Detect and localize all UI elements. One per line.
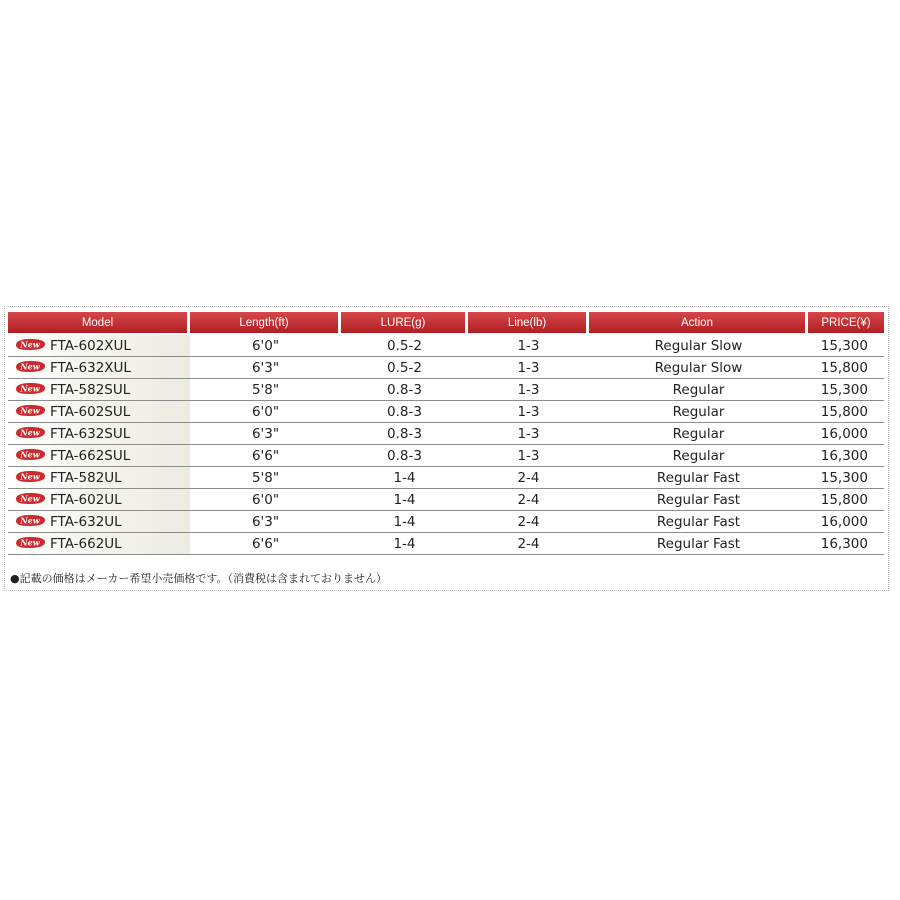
svg-text:New: New <box>20 383 40 394</box>
cell-price: 15,800 <box>808 401 884 423</box>
table-row <box>8 401 884 423</box>
cell-model <box>8 445 190 467</box>
cell-length: 5'8" <box>190 379 341 401</box>
cell-length: 6'0" <box>190 335 341 357</box>
cell-lure: 0.8-3 <box>341 401 468 423</box>
model-name: FTA-602XUL <box>50 337 131 354</box>
header-line: Line(lb) <box>468 312 589 335</box>
cell-line: 1-3 <box>468 423 589 445</box>
cell-model <box>8 357 190 379</box>
model-name: FTA-602UL <box>50 491 122 508</box>
header-price: PRICE(¥) <box>808 312 884 335</box>
cell-action: Regular Slow <box>589 335 808 357</box>
cell-model <box>8 335 190 357</box>
model-name: FTA-602SUL <box>50 403 131 420</box>
price-footnote: ●記載の価格はメーカー希望小売価格です。（消費税は含まれておりません） <box>10 572 387 585</box>
table-row <box>8 423 884 445</box>
cell-model <box>8 511 190 533</box>
cell-action: Regular Fast <box>589 533 808 555</box>
model-name: FTA-632SUL <box>50 425 131 442</box>
new-badge-icon <box>14 514 46 527</box>
new-badge-icon <box>14 448 46 461</box>
cell-price: 16,300 <box>808 445 884 467</box>
table-row <box>8 379 884 401</box>
table-row <box>8 533 884 555</box>
cell-model <box>8 467 190 489</box>
new-badge-icon <box>14 338 46 351</box>
new-badge-icon <box>14 404 46 417</box>
cell-lure: 0.5-2 <box>341 335 468 357</box>
cell-line: 2-4 <box>468 467 589 489</box>
cell-price: 15,300 <box>808 467 884 489</box>
cell-price: 15,800 <box>808 357 884 379</box>
cell-line: 2-4 <box>468 489 589 511</box>
spec-table <box>8 312 884 555</box>
cell-line: 1-3 <box>468 445 589 467</box>
model-name: FTA-582UL <box>50 469 122 486</box>
new-badge-icon <box>14 536 46 549</box>
cell-length: 6'0" <box>190 401 341 423</box>
cell-price: 16,000 <box>808 423 884 445</box>
new-badge-icon <box>14 426 46 439</box>
cell-length: 6'3" <box>190 357 341 379</box>
cell-line: 1-3 <box>468 335 589 357</box>
cell-model <box>8 489 190 511</box>
table-row <box>8 489 884 511</box>
table-header-row <box>8 312 884 335</box>
cell-action: Regular Slow <box>589 357 808 379</box>
cell-action: Regular <box>589 379 808 401</box>
new-badge-icon <box>14 360 46 373</box>
cell-lure: 0.8-3 <box>341 423 468 445</box>
table-row <box>8 357 884 379</box>
table-body <box>8 335 884 555</box>
svg-text:New: New <box>20 449 40 460</box>
cell-action: Regular <box>589 445 808 467</box>
svg-text:New: New <box>20 471 40 482</box>
new-badge-icon <box>14 492 46 505</box>
cell-lure: 0.5-2 <box>341 357 468 379</box>
header-length: Length(ft) <box>190 312 341 335</box>
model-name: FTA-662SUL <box>50 447 131 464</box>
svg-text:New: New <box>20 427 40 438</box>
model-name: FTA-632XUL <box>50 359 131 376</box>
header-action: Action <box>589 312 808 335</box>
cell-action: Regular <box>589 423 808 445</box>
cell-length: 6'3" <box>190 511 341 533</box>
cell-model <box>8 379 190 401</box>
table-row <box>8 335 884 357</box>
cell-price: 15,300 <box>808 335 884 357</box>
cell-action: Regular Fast <box>589 489 808 511</box>
cell-lure: 0.8-3 <box>341 445 468 467</box>
svg-text:New: New <box>20 515 40 526</box>
table-row <box>8 511 884 533</box>
cell-model <box>8 401 190 423</box>
svg-text:New: New <box>20 339 40 350</box>
cell-lure: 1-4 <box>341 489 468 511</box>
cell-lure: 1-4 <box>341 511 468 533</box>
header-model: Model <box>8 312 190 335</box>
model-name: FTA-662UL <box>50 535 122 552</box>
cell-lure: 0.8-3 <box>341 379 468 401</box>
model-name: FTA-582SUL <box>50 381 131 398</box>
cell-model <box>8 533 190 555</box>
table-row <box>8 445 884 467</box>
svg-text:New: New <box>20 405 40 416</box>
svg-text:New: New <box>20 493 40 504</box>
cell-line: 1-3 <box>468 379 589 401</box>
cell-length: 6'0" <box>190 489 341 511</box>
cell-line: 2-4 <box>468 511 589 533</box>
table-row <box>8 467 884 489</box>
new-badge-icon <box>14 382 46 395</box>
cell-lure: 1-4 <box>341 533 468 555</box>
cell-price: 15,300 <box>808 379 884 401</box>
cell-price: 15,800 <box>808 489 884 511</box>
cell-length: 5'8" <box>190 467 341 489</box>
cell-line: 1-3 <box>468 401 589 423</box>
cell-lure: 1-4 <box>341 467 468 489</box>
new-badge-icon <box>14 470 46 483</box>
cell-line: 2-4 <box>468 533 589 555</box>
model-name: FTA-632UL <box>50 513 122 530</box>
cell-length: 6'6" <box>190 533 341 555</box>
cell-line: 1-3 <box>468 357 589 379</box>
cell-length: 6'6" <box>190 445 341 467</box>
header-lure: LURE(g) <box>341 312 468 335</box>
svg-text:New: New <box>20 537 40 548</box>
svg-text:New: New <box>20 361 40 372</box>
cell-price: 16,000 <box>808 511 884 533</box>
cell-action: Regular Fast <box>589 511 808 533</box>
cell-action: Regular Fast <box>589 467 808 489</box>
cell-length: 6'3" <box>190 423 341 445</box>
cell-price: 16,300 <box>808 533 884 555</box>
cell-action: Regular <box>589 401 808 423</box>
cell-model <box>8 423 190 445</box>
